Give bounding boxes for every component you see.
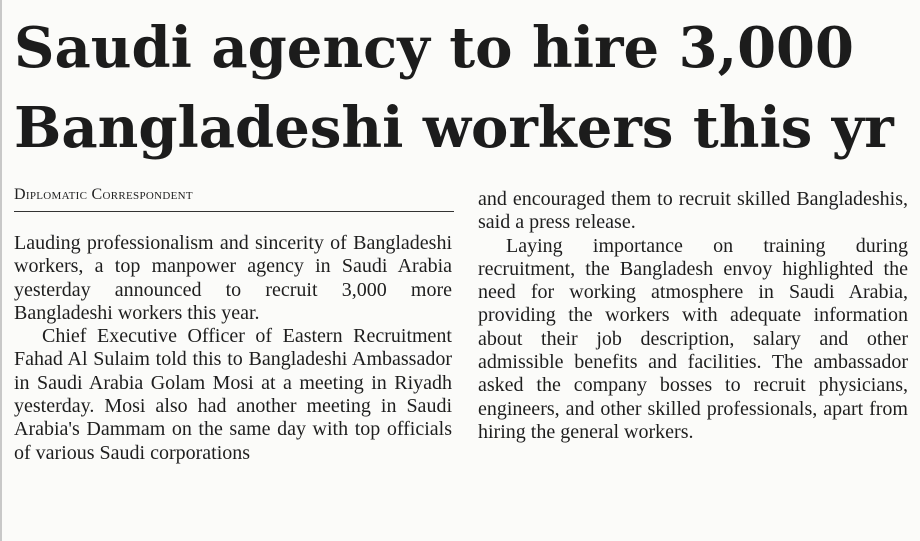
article-column-left — [14, 232, 452, 465]
article-column-right — [478, 188, 908, 444]
paragraph-3: Laying importance on training during recruitment, the Bangladesh envoy highlighted the need for working atmosphere in Saudi Arabia, providing the workers with adequate information about their job description, salary and other admissible benefits and facilities. The ambassador asked the company bosses to recruit physicians, engineers, and other skilled professionals, apart from hiring the general workers. — [478, 234, 908, 443]
paragraph-1: Lauding professionalism and sincerity of Bangladeshi workers, a top manpower agency in Saudi Arabia yesterday announced to recruit 3,000 more Bangladeshi workers this year. — [14, 232, 452, 324]
paragraph-2-continued: and encouraged them to recruit skilled Bangladeshis, said a press release. — [478, 188, 908, 234]
column-rule — [0, 0, 2, 541]
headline-line-2: Bangladeshi workers this yr — [14, 95, 894, 161]
byline: Diplomatic Correspondent — [14, 186, 454, 212]
headline — [14, 8, 914, 168]
paragraph-2: Chief Executive Officer of Eastern Recruitment Fahad Al Sulaim told this to Bangladeshi Ambassador in Saudi Arabia Golam Mosi at a meeting in Riyadh yesterday. Mosi also had another meeting in Saudi Arabia's Dammam on the same day with top officials of various Saudi corporations — [14, 325, 452, 464]
headline-line-1: Saudi agency to hire 3,000 — [14, 15, 854, 81]
